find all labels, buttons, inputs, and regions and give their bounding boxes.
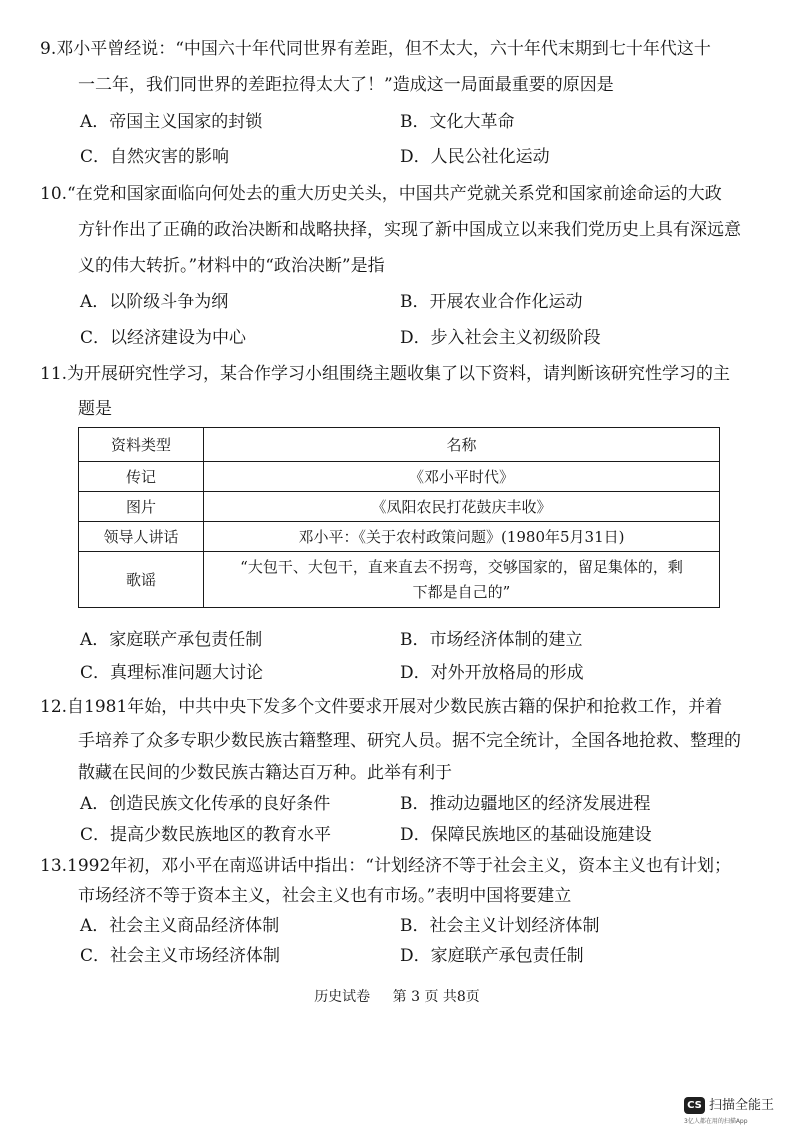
q12-stem-line2: 手培养了众多专职少数民族古籍整理、研究人员。据不完全统计，全国各地抢救、整理的 [78,731,741,751]
table-header-row [79,428,720,462]
q9-option-b: B．文化大革命 [400,112,515,132]
table-cell-type: 歌谣 [79,552,204,608]
footer-subject: 历史试卷 [314,989,371,1005]
table-header-type: 资料类型 [79,428,204,462]
q12-option-d: D．保障民族地区的基础设施建设 [400,825,652,845]
q9-option-a: A．帝国主义国家的封锁 [80,112,263,132]
table-cell-type: 图片 [79,492,204,522]
table-cell-ballad [204,552,720,608]
q11-option-c: C．真理标准问题大讨论 [80,663,264,683]
camscanner-logo-icon: CS [684,1097,705,1114]
q10-stem-line1: 10.“在党和国家面临向何处去的重大历史关头，中国共产党就关系党和国家前途命运的大政 [40,184,722,204]
table-header-name: 名称 [204,428,720,462]
q11-option-a: A．家庭联产承包责任制 [80,630,263,650]
table-row [79,462,720,492]
q13-stem-line1: 13.1992年初，邓小平在南巡讲话中指出：“计划经济不等于社会主义，资本主义也有计划； [40,856,731,876]
q13-option-c: C．社会主义市场经济体制 [80,946,281,966]
table-row-ballad [79,552,720,608]
q9-stem-line2: 一二年，我们同世界的差距拉得太大了！”造成这一局面最重要的原因是 [78,75,614,95]
q10-option-c: C．以经济建设为中心 [80,328,247,348]
q11-stem-line1: 11.为开展研究性学习，某合作学习小组围绕主题收集了以下资料，请判断该研究性学习的主 [40,364,731,384]
q13-option-b: B．社会主义计划经济体制 [400,916,600,936]
footer-page-number: 第 3 页 共8页 [392,989,480,1005]
page-footer [0,986,794,1006]
q11-stem-line2: 题是 [78,399,112,419]
table-cell-name: 《邓小平时代》 [204,462,720,492]
q12-option-b: B．推动边疆地区的经济发展进程 [400,794,651,814]
q12-option-a: A．创造民族文化传承的良好条件 [80,794,331,814]
q13-option-d: D．家庭联产承包责任制 [400,946,584,966]
table-cell-type: 领导人讲话 [79,522,204,552]
q13-option-a: A．社会主义商品经济体制 [80,916,280,936]
watermark-app-name: 扫描全能王 [709,1098,775,1113]
q12-option-c: C．提高少数民族地区的教育水平 [80,825,332,845]
table-row [79,492,720,522]
ballad-line2: 下都是自己的” [412,582,511,601]
watermark-tagline: 3亿人都在用的扫描App [684,1118,748,1125]
q10-option-d: D．步入社会主义初级阶段 [400,328,601,348]
q13-stem-line2: 市场经济不等于资本主义，社会主义也有市场。”表明中国将要建立 [78,886,572,906]
q11-material-table [78,427,720,608]
q10-option-a: A．以阶级斗争为纲 [80,292,229,312]
q10-option-b: B．开展农业合作化运动 [400,292,583,312]
q9-option-d: D．人民公社化运动 [400,147,550,167]
q10-stem-line3: 义的伟大转折。”材料中的“政治决断”是指 [78,256,385,276]
q11-option-d: D．对外开放格局的形成 [400,663,584,683]
q9-option-c: C．自然灾害的影响 [80,147,230,167]
q9-stem-line1: 9.邓小平曾经说：“中国六十年代同世界有差距，但不太大，六十年代末期到七十年代这十 [40,39,711,59]
table-row [79,522,720,552]
q11-option-b: B．市场经济体制的建立 [400,630,583,650]
ballad-line1: “大包干、大包干，直来直去不拐弯，交够国家的，留足集体的，剩 [240,557,683,576]
table-cell-name: 《凤阳农民打花鼓庆丰收》 [204,492,720,522]
q12-stem-line1: 12.自1981年始，中共中央下发多个文件要求开展对少数民族古籍的保护和抢救工作，并着 [40,697,723,717]
q12-stem-line3: 散藏在民间的少数民族古籍达百万种。此举有利于 [78,763,452,783]
table-cell-type: 传记 [79,462,204,492]
q10-stem-line2: 方针作出了正确的政治决断和战略抉择，实现了新中国成立以来我们党历史上具有深远意 [78,220,741,240]
table-cell-name: 邓小平：《关于农村政策问题》(1980年5月31日) [204,522,720,552]
